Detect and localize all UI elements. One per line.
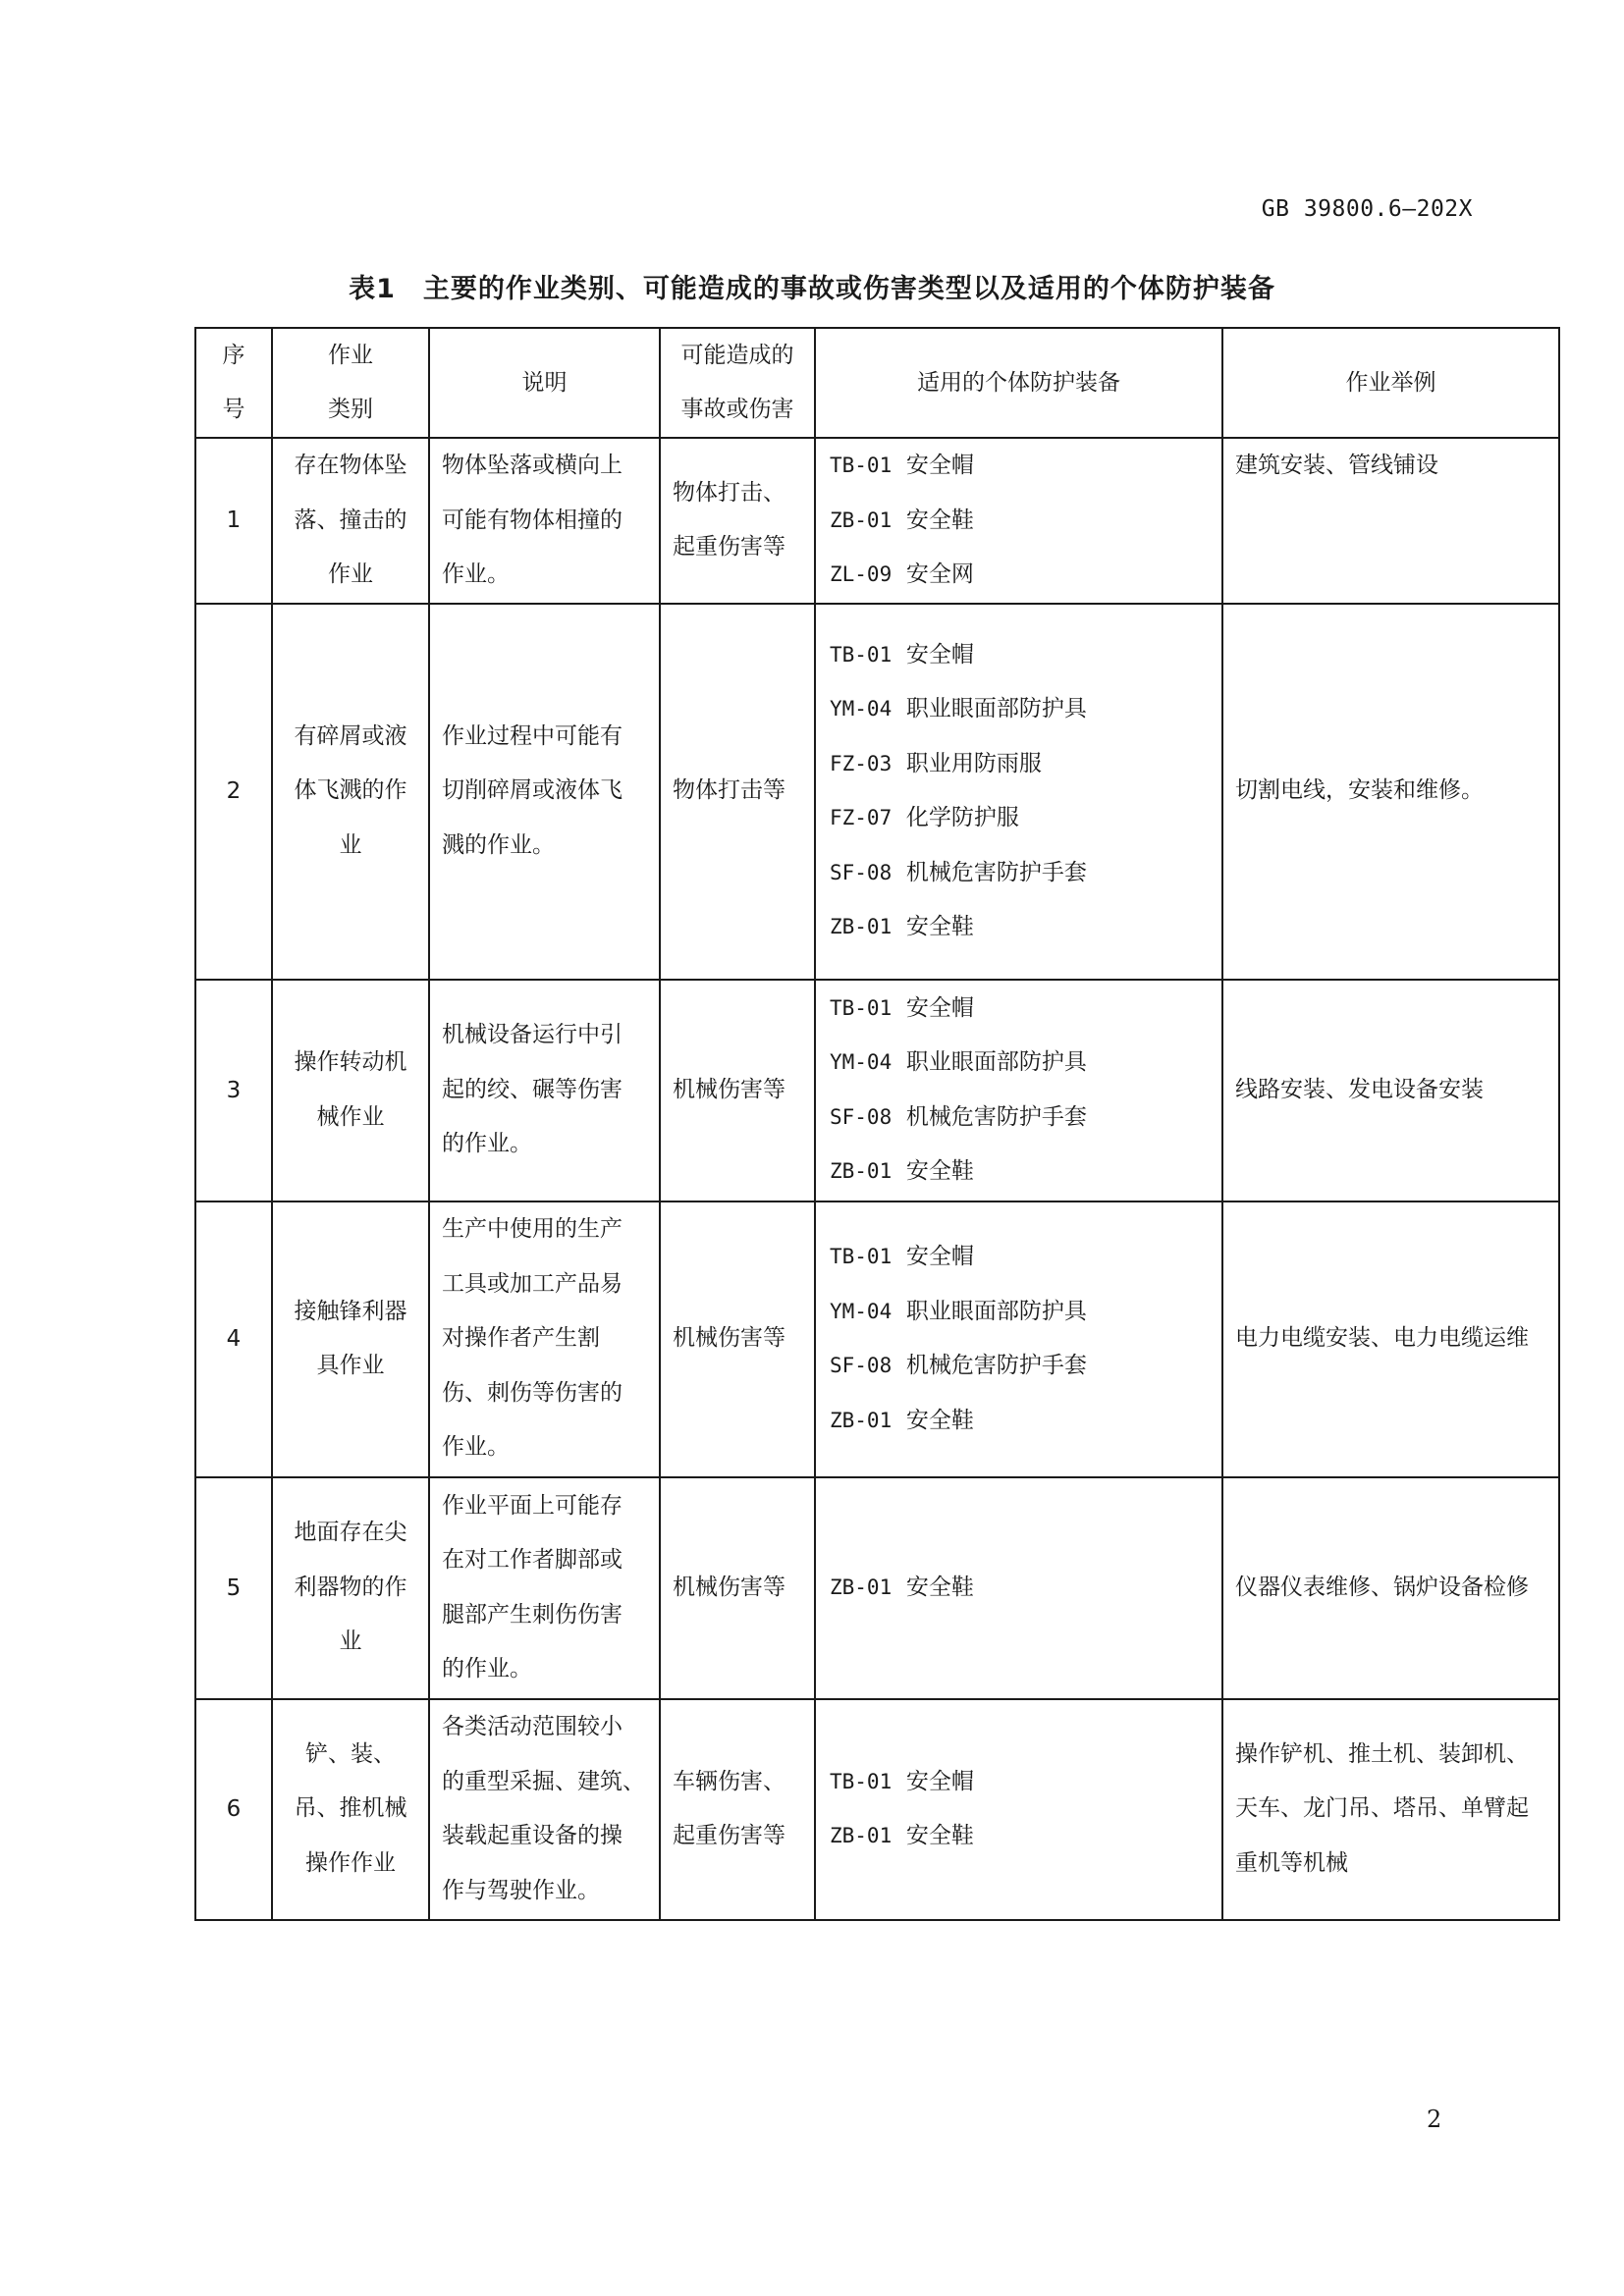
equipment-item xyxy=(816,494,1221,549)
equipment-code: ZB-01 xyxy=(830,1824,893,1847)
equipment-code: SF-08 xyxy=(830,1104,893,1129)
description-line: 作业。 xyxy=(442,561,510,587)
equipment-name: 安全鞋 xyxy=(905,914,974,939)
equipment-item xyxy=(816,846,1221,901)
page-number: 2 xyxy=(1427,2106,1442,2133)
equipment-name: 安全鞋 xyxy=(905,1823,974,1848)
equipment-name: 机械危害防护手套 xyxy=(905,859,1087,885)
serial-number: 2 xyxy=(226,778,242,804)
serial-number-cell xyxy=(195,604,272,980)
table-body xyxy=(195,438,1559,1920)
equipment-item xyxy=(816,900,1221,955)
work-category-line: 存在物体坠 xyxy=(294,453,407,478)
equipment-name: 安全鞋 xyxy=(905,507,974,533)
equipment-item xyxy=(816,439,1221,494)
equipment-name: 职业用防雨服 xyxy=(905,750,1042,776)
equipment-item xyxy=(816,1285,1221,1340)
table-row xyxy=(195,1201,1559,1477)
description-line: 伤、刺伤等伤害的 xyxy=(442,1379,623,1406)
equipment-name: 安全鞋 xyxy=(905,1574,974,1600)
equipment-item xyxy=(816,1394,1221,1449)
work-example-line: 仪器仪表维修、锅炉设备检修 xyxy=(1235,1574,1529,1600)
description-cell xyxy=(429,980,660,1201)
header-hazard-type xyxy=(660,328,815,438)
equipment-code: TB-01 xyxy=(830,995,893,1020)
protective-equipment-cell xyxy=(815,604,1222,980)
description-line: 各类活动范围较小 xyxy=(442,1714,623,1739)
equipment-item xyxy=(816,682,1221,737)
description-line: 作业。 xyxy=(442,1434,510,1461)
description-line: 起的绞、碾等伤害 xyxy=(442,1076,623,1102)
description-cell xyxy=(429,438,660,604)
equipment-name: 安全帽 xyxy=(905,1244,974,1269)
work-example-line: 线路安装、发电设备安装 xyxy=(1235,1076,1484,1102)
header-label-line: 类别 xyxy=(328,397,373,422)
hazard-line: 起重伤害等 xyxy=(673,534,785,561)
equipment-item xyxy=(816,548,1221,603)
work-example-line: 重机等机械 xyxy=(1235,1849,1348,1876)
serial-number-cell xyxy=(195,1477,272,1699)
description-line: 物体坠落或横向上 xyxy=(442,453,623,478)
protective-equipment-cell xyxy=(815,438,1222,604)
work-category-cell xyxy=(272,604,429,980)
work-examples-cell xyxy=(1222,438,1559,604)
header-serial-number xyxy=(195,328,272,438)
work-category-line: 械作业 xyxy=(316,1103,385,1130)
description-line: 装载起重设备的操 xyxy=(442,1823,623,1848)
equipment-item xyxy=(816,1339,1221,1394)
equipment-code: TB-01 xyxy=(830,642,893,667)
equipment-name: 职业眼面部防护具 xyxy=(905,696,1087,721)
hazard-cell xyxy=(660,1201,815,1477)
header-label-line: 作业举例 xyxy=(1345,370,1436,396)
equipment-code: ZB-01 xyxy=(830,915,893,938)
work-category-line: 有碎屑或液 xyxy=(294,722,407,749)
protective-equipment-cell xyxy=(815,980,1222,1201)
serial-number: 1 xyxy=(226,507,242,534)
description-line: 溅的作业。 xyxy=(442,831,555,858)
description-line: 切削碎屑或液体飞 xyxy=(442,777,623,804)
equipment-name: 职业眼面部防护具 xyxy=(905,1298,1087,1324)
equipment-code: TB-01 xyxy=(830,1245,893,1268)
hazard-cell xyxy=(660,1477,815,1699)
description-line: 的作业。 xyxy=(442,1656,532,1682)
description-line: 的重型采掘、建筑、 xyxy=(442,1768,645,1794)
equipment-code: ZL-09 xyxy=(830,562,893,586)
work-example-line: 建筑安装、管线铺设 xyxy=(1235,453,1438,478)
description-line: 可能有物体相撞的 xyxy=(442,507,623,533)
equipment-name: 职业眼面部防护具 xyxy=(905,1049,1087,1075)
equipment-item xyxy=(816,982,1221,1037)
description-line: 作业过程中可能有 xyxy=(442,722,623,749)
equipment-item xyxy=(816,1230,1221,1285)
work-category-line: 体飞溅的作 xyxy=(294,777,407,804)
header-work-examples xyxy=(1222,328,1559,438)
equipment-name: 安全鞋 xyxy=(905,1407,974,1433)
equipment-code: ZB-01 xyxy=(830,1575,893,1599)
work-examples-cell xyxy=(1222,604,1559,980)
header-work-category xyxy=(272,328,429,438)
header-protective-equipment xyxy=(815,328,1222,438)
work-category-line: 接触锋利器 xyxy=(294,1298,407,1324)
work-example-line: 操作铲机、推土机、装卸机、 xyxy=(1235,1740,1529,1767)
equipment-item xyxy=(816,1091,1221,1146)
equipment-item xyxy=(816,1036,1221,1091)
equipment-name: 安全帽 xyxy=(905,453,974,478)
work-category-cell xyxy=(272,1477,429,1699)
hazard-cell xyxy=(660,980,815,1201)
work-category-line: 操作转动机 xyxy=(294,1049,407,1075)
work-examples-cell xyxy=(1222,980,1559,1201)
work-category-line: 利器物的作 xyxy=(294,1574,407,1600)
equipment-item xyxy=(816,628,1221,683)
work-category-line: 业 xyxy=(339,831,362,858)
work-examples-cell xyxy=(1222,1477,1559,1699)
serial-number: 5 xyxy=(226,1575,242,1601)
hazard-line: 车辆伤害、 xyxy=(673,1768,785,1794)
equipment-code: SF-08 xyxy=(830,1354,893,1377)
hazard-line: 物体打击、 xyxy=(673,479,785,506)
equipment-code: FZ-03 xyxy=(830,751,893,775)
serial-number: 3 xyxy=(226,1077,242,1103)
table-title: 表1 主要的作业类别、可能造成的事故或伤害类型以及适用的个体防护装备 xyxy=(349,274,1275,304)
equipment-code: TB-01 xyxy=(830,1769,893,1793)
header-label-line: 可能造成的 xyxy=(680,343,794,368)
protective-equipment-cell xyxy=(815,1201,1222,1477)
header-label-line: 号 xyxy=(222,397,245,422)
header-label-line: 适用的个体防护装备 xyxy=(917,370,1120,396)
work-category-line: 地面存在尖 xyxy=(294,1520,407,1546)
table-row xyxy=(195,1699,1559,1920)
description-line: 机械设备运行中引 xyxy=(442,1022,623,1048)
equipment-name: 安全帽 xyxy=(905,994,974,1021)
equipment-item xyxy=(816,1561,1221,1616)
equipment-code: TB-01 xyxy=(830,454,893,477)
description-line: 生产中使用的生产 xyxy=(442,1216,623,1243)
table-row xyxy=(195,438,1559,604)
equipment-name: 机械危害防护手套 xyxy=(905,1103,1087,1130)
header-description xyxy=(429,328,660,438)
header-label-line: 序 xyxy=(222,343,245,368)
equipment-item xyxy=(816,1809,1221,1864)
description-line: 在对工作者脚部或 xyxy=(442,1547,623,1573)
work-example-line: 天车、龙门吊、塔吊、单臂起 xyxy=(1235,1795,1529,1822)
description-line: 作与驾驶作业。 xyxy=(442,1877,600,1903)
work-category-line: 具作业 xyxy=(316,1353,385,1378)
serial-number-cell xyxy=(195,980,272,1201)
equipment-item xyxy=(816,1145,1221,1200)
header-label-line: 说明 xyxy=(521,370,568,396)
description-line: 的作业。 xyxy=(442,1131,532,1157)
serial-number: 4 xyxy=(226,1326,242,1352)
work-example-line: 切割电线，安装和维修。 xyxy=(1235,777,1484,804)
equipment-name: 安全帽 xyxy=(905,1768,974,1794)
description-cell xyxy=(429,1201,660,1477)
table-row xyxy=(195,604,1559,980)
description-cell xyxy=(429,1699,660,1920)
work-category-line: 业 xyxy=(339,1629,362,1655)
work-examples-cell xyxy=(1222,1201,1559,1477)
protective-equipment-cell xyxy=(815,1699,1222,1920)
equipment-name: 机械危害防护手套 xyxy=(905,1353,1087,1378)
hazard-line: 机械伤害等 xyxy=(673,1574,785,1600)
equipment-name: 化学防护服 xyxy=(905,805,1019,830)
work-category-cell xyxy=(272,980,429,1201)
equipment-code: ZB-01 xyxy=(830,1408,893,1432)
equipment-code: YM-04 xyxy=(830,697,893,721)
work-category-line: 吊、推机械 xyxy=(294,1795,407,1822)
hazard-line: 机械伤害等 xyxy=(673,1325,785,1352)
serial-number-cell xyxy=(195,1201,272,1477)
hazard-cell xyxy=(660,604,815,980)
equipment-name: 安全鞋 xyxy=(905,1158,974,1184)
equipment-item xyxy=(816,1755,1221,1810)
work-category-line: 落、撞击的 xyxy=(294,507,407,533)
serial-number-cell xyxy=(195,1699,272,1920)
work-category-line: 操作作业 xyxy=(305,1849,396,1876)
description-line: 腿部产生刺伤伤害 xyxy=(442,1601,623,1628)
work-category-line: 作业 xyxy=(328,561,373,587)
equipment-item xyxy=(816,737,1221,792)
ppe-table xyxy=(194,327,1560,1921)
work-example-line: 电力电缆安装、电力电缆运维 xyxy=(1235,1325,1529,1352)
equipment-name: 安全帽 xyxy=(905,641,974,667)
work-category-cell xyxy=(272,1699,429,1920)
equipment-item xyxy=(816,791,1221,846)
equipment-code: YM-04 xyxy=(830,1299,893,1323)
equipment-code: FZ-07 xyxy=(830,806,893,829)
header-label-line: 作业 xyxy=(328,343,373,368)
work-category-cell xyxy=(272,1201,429,1477)
equipment-code: SF-08 xyxy=(830,860,893,884)
equipment-code: ZB-01 xyxy=(830,1159,893,1183)
table-row xyxy=(195,980,1559,1201)
hazard-line: 物体打击等 xyxy=(673,777,785,804)
equipment-code: YM-04 xyxy=(830,1050,893,1074)
protective-equipment-cell xyxy=(815,1477,1222,1699)
description-line: 作业平面上可能存 xyxy=(442,1492,623,1519)
work-examples-cell xyxy=(1222,1699,1559,1920)
description-line: 对操作者产生割 xyxy=(442,1325,600,1352)
header-label-line: 事故或伤害 xyxy=(680,397,794,422)
description-cell xyxy=(429,1477,660,1699)
work-category-cell xyxy=(272,438,429,604)
description-cell xyxy=(429,604,660,980)
document-code: GB 39800.6—202X xyxy=(1261,196,1473,222)
serial-number: 6 xyxy=(226,1796,242,1822)
description-line: 工具或加工产品易 xyxy=(442,1270,623,1297)
work-category-line: 铲、装、 xyxy=(305,1740,396,1767)
serial-number-cell xyxy=(195,438,272,604)
hazard-line: 起重伤害等 xyxy=(673,1823,785,1848)
hazard-cell xyxy=(660,1699,815,1920)
hazard-line: 机械伤害等 xyxy=(673,1076,785,1102)
hazard-cell xyxy=(660,438,815,604)
equipment-code: ZB-01 xyxy=(830,507,893,532)
table-row xyxy=(195,1477,1559,1699)
equipment-name: 安全网 xyxy=(905,561,974,587)
table-header-row xyxy=(195,328,1559,438)
